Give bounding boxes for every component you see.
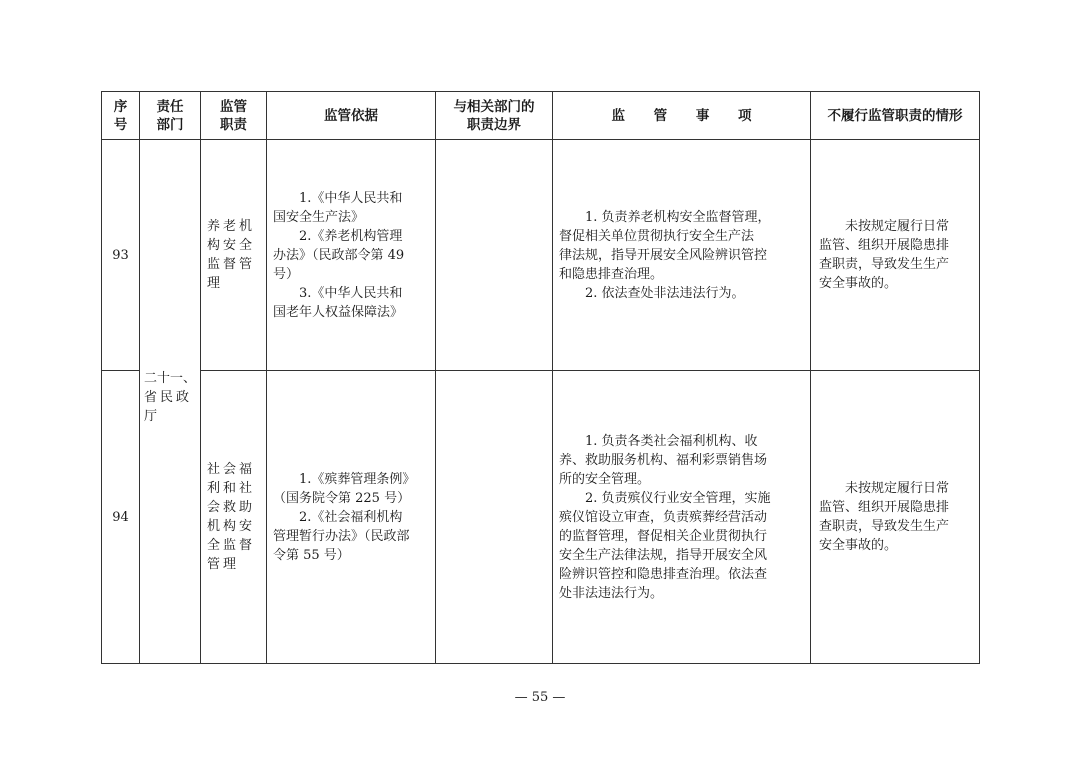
- header-dept: 责任 部门: [140, 92, 201, 140]
- row-seq: 93: [102, 140, 140, 371]
- row-duty: 社会福 利和社 会救助 机构安 全监督 管理: [201, 371, 267, 664]
- row-seq: 94: [102, 371, 140, 664]
- header-items: 监 管 事 项: [553, 92, 811, 140]
- responsibility-table: [101, 91, 980, 664]
- row-items: 1. 负责各类社会福利机构、收 养、救助服务机构、福利彩票销售场 所的安全管理。 2. 负责殡仪行业安全管理，实施 殡仪馆设立审查，负责殡葬经营活动 的监督管理，督促相关企业贯彻执行 安全生产法律法规，指导开展安全风 险辨识管控和隐患排查治理。依法查 处非法违法行为。: [553, 371, 811, 664]
- row-basis: 1.《殡葬管理条例》 （国务院令第 225 号） 2.《社会福利机构 管理暂行办法》（民政部 令第 55 号）: [267, 371, 436, 664]
- row-failure: 未按规定履行日常 监管、组织开展隐患排 查职责，导致发生生产 安全事故的。: [811, 140, 980, 371]
- row-basis: 1.《中华人民共和 国安全生产法》 2.《养老机构管理 办法》（民政部令第 49 号） 3.《中华人民共和 国老年人权益保障法》: [267, 140, 436, 371]
- row-items: 1. 负责养老机构安全监督管理， 督促相关单位贯彻执行安全生产法 律法规，指导开展安全风险辨识管控 和隐患排查治理。 2. 依法查处非法违法行为。: [553, 140, 811, 371]
- page-number: — 55 —: [514, 690, 566, 705]
- header-duty: 监管 职责: [201, 92, 267, 140]
- row-duty: 养老机 构安全 监督管 理: [201, 140, 267, 371]
- row-boundary: [436, 140, 553, 371]
- table-row: [102, 140, 980, 371]
- header-seq: 序 号: [102, 92, 140, 140]
- department-cell: 二十一、 省民政 厅: [140, 140, 201, 664]
- responsibility-table-container: [101, 91, 980, 664]
- row-boundary: [436, 371, 553, 664]
- row-failure: 未按规定履行日常 监管、组织开展隐患排 查职责，导致发生生产 安全事故的。: [811, 371, 980, 664]
- header-basis: 监管依据: [267, 92, 436, 140]
- header-failure: 不履行监管职责的情形: [811, 92, 980, 140]
- table-row: [102, 371, 980, 664]
- header-boundary: 与相关部门的 职责边界: [436, 92, 553, 140]
- header-row: [102, 92, 980, 140]
